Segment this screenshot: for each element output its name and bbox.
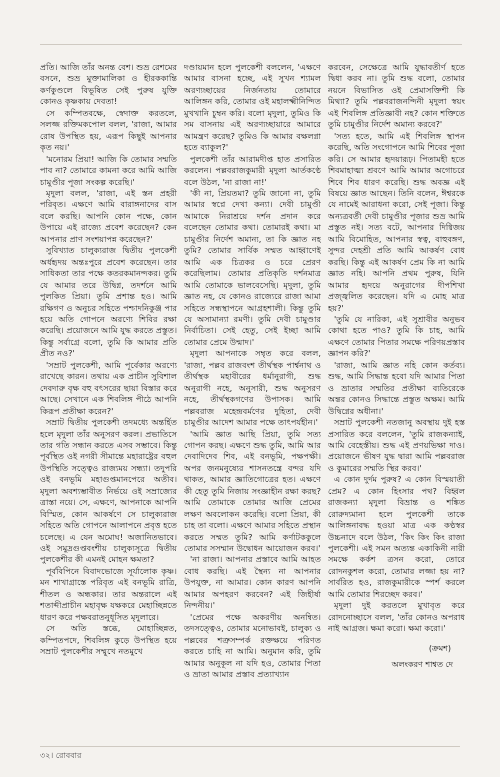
paragraph: মৃদুলা আপনাকে সম্বৃত করে বলল, 'রাজা, পল্লব রাজবংশ তীর্থস্থক পার্শ্বনাথ ও তীর্থস্থক মহাবীরের ধর্মানুরাগী, শুদ্ধ অনুরাগী নহে, অনুসারী, শুদ্ধ অনুসরণ নহে, তীর্থস্থকগণের উপাসক। আমি পল্লবরাজ মহেন্দ্রবর্মণের দুহিতা, দেবী চামুণ্ডীর আদেশ আমার পক্ষে তাৎপর্যহীন।' bbox=[184, 348, 321, 428]
paragraph: 'রাজা, আমি জ্ঞাত নহি কোন কর্তব্য। শুদ্ধ, আমি সিদ্ধান্ত হবো যদি আমার পিতা ও ভ্রাতার সম্মতির প্রতীক্ষা ব্যতিরেকে অন্তর কোনও সিদ্ধান্তে প্রস্তুত অক্ষম। আমি উদ্বিগ্নের অধীনা।' bbox=[328, 359, 465, 416]
paragraph: সে কম্পিতবক্ষে, স্বেদাক্ত করতলে, সলজ্জ রক্তিমকপোল বলল, 'রাজা, আমার রোষ উপস্থিত হয়, এরূপ কিছুই আপনার কৃত নয়।' bbox=[40, 107, 177, 153]
paragraph: পুলকেশী তাঁর আরামদীপ্ত হাত প্রসারিত করলেন। পল্লবরাজকুমারী মৃদুলা আর্তকণ্ঠে বলে উঠল, 'না রাজা না!' bbox=[184, 153, 321, 187]
page-footer bbox=[40, 746, 460, 763]
paragraph: সে অতি স্তব্ধে, মোহাচ্ছিন্নত, কম্পিতপদে, শিবলিঙ্গ কুড়ে উপস্থিত হয়ে সম্রাট পুলকেশীর সম্মুখে নতমুখে bbox=[40, 623, 177, 657]
article-body bbox=[40, 62, 465, 722]
top-rule bbox=[40, 44, 462, 45]
paragraph: এ কোন দুর্দম পুরুষ? এ কোন বিস্ময়াতী প্রেম? এ কোন হিংসার পথ? বিহ্বল রাজকন্যা মৃদুলা বিভ্রান্ত ও শঙ্কিত রোরুদ্যমানা হলে পুলকেশী তাকে আলিঙ্গনাবদ্ধ হওয়া মাত্র এক কণ্ঠস্বর উচ্চনাদে বলে উঠল, 'কিং কিং কিং রাজা পুলকেশী। এই সমন অত্যন্ত একাকিনী নারী সমক্ষে কর্কশ ত্রসন করো, তোরে রোদনকুশল করো, তোমার লজ্জা হয় না? সার্বরিত হও, রাজকুমারীকে স্পর্শ করলে আমি তোমার শিরচ্ছেদ করব।' bbox=[328, 474, 465, 599]
paragraph: 'আমি জ্ঞাত আছি প্রিয়া, তুমি সত্য গোপন করছ। এক্ষণে শুদ্ধ তুমি, আমি আর দেবাদিদেব শিব, এই বনভূমি, পক্ষপক্ষী। অপর জনমনুষ্যের শাসনতন্ত্রে বন্দর যদি থাকত, আমার জ্ঞাতিগোত্রের হত। এক্ষণে কী হেতু তুমি নিজায় সংজ্ঞাহীন রক্ষা করছ? আমি তোমাকে তোমার আজি প্রেমের লক্ষণ অবলোকন করেছি। বলো প্রিয়া, কী চাহ তা বলো। এক্ষণে আমার সহিতে প্রস্থান করতে সম্মত তুমি? আমি কর্ণাটককুলে তোমার সসম্মান উদ্বোধন আয়োজন করব।' bbox=[184, 428, 321, 554]
paragraph: 'না রাজা। আপনার প্রস্তাবে আমি আহত বোধ করছি। এই স্থৈন্য না আপনার উপযুক্ত, না আমার। কোন কারণ আপনি আমার অপহরণ করবেন? এই জিহীর্ষা নিন্দনীয়।' bbox=[184, 554, 321, 611]
paragraph: সম্রাট পুলকেশী নতজানু অবস্থায় দুই হস্ত প্রসারিত করে বললেন, 'তুমি রাজকন্যাই, আমি বেহেস্তীয়। শুদ্ধ এই প্রণয়ভিক্ষা দাও। প্রয়োজনে ভীষণ যুদ্ধ দ্বারা আমি পল্লবরাজ ও কুমারের সম্মতি স্থির করব।' bbox=[328, 417, 465, 473]
column-3 bbox=[328, 62, 465, 722]
paragraph: 'কী না, প্রিয়তমা? তুমি জানো না, তুমি আমার স্বপ্নে দেখা কন্যা। দেবী চামুণ্ডী আমাকে নিরাশ্রয়ে দর্শন প্রদান করে বলেছেন তোমার কথা। তোমারই কথা। মা চামুণ্ডীর নির্দেশ অমান্য, তা কি জ্ঞাত নহ তুমি? তোমার সার্বিক সম্মত আহ্বাণেই আমি এক চিত্রকর ও চরে প্রেরণ করেছিলাম। তোমার প্রতিকৃতি দর্শনমাত্র আমি তোমাকে ভালবেসেছি। মৃদুলা, তুমি জ্ঞাত নহ, যে কোনও রাজ্যেরে রাজা আমা সহিতে সন্ধস্থাপনে আগ্রহশালী। কিন্তু তুমি যে অসামান্যা রমণী। তুমি দেবী চামুণ্ডার নির্বাচিতা। সেই হেতু, সেই ইচ্ছা আমি তোমার প্রেমে উন্মাদ।' bbox=[184, 187, 321, 347]
paragraph: সম্রাট দ্বিতীয় পুলকেশী তদমধ্যে অন্তর্হিত হলে মৃদুলা তাঁর অনুসরণ করল। প্রভাতিসে তার গতি সন্ধান করতে এসব সম্ভাবে। কিন্তু পূর্বস্থিত ওই নগরী সীমান্তে মহারাষ্ট্রের বহুল উপস্থিতি সত্ত্বেও রাজ্যময় সন্ধ্যা। তদুপরি ওই বনভূমি মহাগুপ্তমানপেরে অতীব। মৃদুলা অবশ্যম্ভাবীত নির্ভয়ে ওই সম্রাজ্যের ত্রাস্তা নয়ে। সে, এক্ষণে, আপনাকে আপনি বিস্মিত, কোন আকর্ষণে সে চালুক্যরাজ সহিতে অতি গোপনে আলাপনে প্রবৃত্ত হতে চলেছে। এ যেন অমোঘ! অজানিতভাবে। ওই সমুদ্রগুপ্তবংশীয় চালুক্যসূত্রে দ্বিতীয় পুলকেশীর কী এমনই মোহন ক্ষমতা? bbox=[40, 417, 177, 565]
paragraph: দণ্ডায়মান হলে পুলকেশী বললেন, 'এক্ষণে আমার বাসনা হচ্ছে, এই সুখন শ্যামল অরণ্যচ্ছায়ের নির্জনতায় তোমারে আলিঙ্গন করি, তোমার ওই মহালক্ষ্মীনিন্দিত মুখখানি চুম্বন করি। বলো মৃদুলা, তুমিও কি সম বাসনায় এই অরণ্যচ্ছায়ারে আমারে আমন্ত্রণ করেছ? তুমিও কি আমার বক্ষলগ্না হতে ব্যাকুল?' bbox=[184, 62, 321, 153]
paragraph: প্রতি। আজি তাঁর অনন্ত বেশ। শুভ্র রেশমের বসনে, শুভ্র মুক্তামালিকা ও হীরককান্তি কর্ণকুণ্ডলে বিভূষিত সেই পুরুষ যুক্তি কোনও কৃষ্ণকায় দেবতা! bbox=[40, 62, 177, 107]
paragraph: 'সম্রাট পুলকেশী, আমি পূর্বেকার অরণ্যে রাখেছে কারন। তথায় এক প্রাচীন সুবিশাল দেবদারু বৃক্ষ বহু বৎসরের ছায়া বিস্তার করে আছে। সেখানে এক শিবলিঙ্গ পীঠে আপনি কিরূপ প্রতীক্ষা করেন?' bbox=[40, 359, 177, 416]
column-2 bbox=[184, 62, 321, 722]
paragraph: 'তুমি যে নারিকা, এই সুশ্রাবীর অনুভব কোথা হতে পাও? তুমি কি চাহ, আমি এক্ষণে তোমার পিতার সমক্ষে পরিণয়প্রস্তাব জ্ঞাপন করি?' bbox=[328, 313, 465, 359]
paragraph: করবেন, সেক্ষেত্রে আমি যুদ্ধাবতীর্ণ হতে দ্বিধা করব না। তুমি শুদ্ধ বলো, তোমার নয়নে বিভাসিত ওই প্রেমাসক্তিশী কি মিথ্যা? তুমি পল্লবরাজনন্দিনী মৃদুলা স্বয়ং এই শিবলিঙ্গ প্রতিজ্ঞাবী নহ? কোন শক্তিতে তুমি চামুণ্ডীর নির্দেশ অমান্য করবে?' bbox=[328, 62, 465, 130]
paragraph: পূর্ববিপিনে বিবাদভোজে সূর্যালোক কৃষ্ণ। মন শাখাগ্রাস্তে পরিবৃত এই বনভূমি রাত্রি, শীতল ও অন্ধকার। তার অন্তরালে এই শতাব্দীপ্রাচীন মহাবৃক্ষ যক্ষকরে মেহাচ্ছিন্নতে ধারণ করে পক্ষবরাতনুধূসিত মৃদুলারে। bbox=[40, 565, 177, 622]
signoff bbox=[328, 643, 465, 671]
page-number-label: ৩২। রোববার bbox=[40, 751, 82, 760]
illustration-credit: অলংকরণ শাশ্বত দে bbox=[391, 660, 453, 670]
paragraph: 'সত্য হতে, আমি এই শিবলিঙ্গ স্থাপন করেছি, অতি সংগোপনে আমি শিবের পূজা করি। সে আমার হৃদয়ারূঢ়। পিতামহী হতে শিবমাহাত্ম্য শ্রবণে আমি আমার অগোচরে শিবে শিব ধারণ করেছি। শুদ্ধ অবজ্ঞ এই বিষয়ে জ্ঞাত আছেন। তিনি বলেন, ঈশ্বরকে যে নামেই আরাধনা করো, সেই পূজা। কিন্তু অন্যত্রবর্তী দেবী চামুণ্ডীর পূজার শুভ্র আমি প্রস্তুত নই। সত্য বটে, আপনার দিগ্বিজয় আমি বিমোহিত, আপনার স্বত্ব, বাহুবঙ্গণ, সুন্দর দেহশ্রী প্রতি আমি আকর্ষণ বোধ করছি। কিন্তু এই আকর্ষণ প্রেম কি না আমি জ্ঞাত নহি। আপনি প্রথম পুরুষ, যিনি আমার হৃদয়ে অনুরাগের দীপশিখা প্রজ্জ্বলিত করেছেন। যদি এ মোহ মাত্র হয়?' bbox=[328, 130, 465, 313]
paragraph: 'মনোরম প্রিয়া! আজি কি তোমার সম্মতি পাব না? তোমারে কামনা করে আমি আজি চামুণ্ডীর পূজা সংকল্প করেছি।' bbox=[40, 153, 177, 187]
column-1 bbox=[40, 62, 177, 722]
continued-label: (ক্রমশ) bbox=[428, 643, 451, 653]
paragraph: মৃদুলা দুই করতলে মুখাবৃত করে রোদনোচ্ছাসে বলল, 'তাঁর কোনও অপরাধ নাই আগ্রজ। ক্ষমা করো। ক্ষমা করো।' bbox=[328, 600, 465, 634]
paragraph: সুবিখ্যাত চালুক্যরাজ দ্বিতীয় পুলকেশী অর্ধহৃদয় অন্তঃপুরে প্রবেশ করেছেন। তার সাধিকতা তার পক্ষে কতরকমানন্দকর। তুমি যে আমার তরে উদ্বিগ্ন, তদর্শনে আমি পুলকিত প্রিয়া। তুমি প্রশান্ত হও। আমি রক্ষিগণ ও অনুচর সহিতে পশ্চাদনিকুঞ্জ পার হয়ে অতি গোপনে অরণ্যে শিবির রক্ষা করেছি। প্রয়োজনে আমি যুদ্ধ করতে প্রস্তুত। কিন্তু সর্বাগ্রে বলো, তুমি কি আমার প্রতি প্রীত নও?' bbox=[40, 245, 177, 359]
paragraph: মৃদুলা বলল, 'রাজা, এই স্তন প্রহরী পরিবৃত। এক্ষণে আমি বারাঙ্গনাদের বাস বলে করছি। আপনি কোন পক্ষে, কোন উপায়ে এই রাজ্যে প্রবেশ করেছেন? কেন আপনার প্রাণ সংশয়াপন্ন করেছেন?' bbox=[40, 187, 177, 244]
paragraph: 'প্রেমের পক্ষে অকরণীয় অনন্বিত। তদসত্ত্বেও, তোমার মনোভাবই, চালুক্য ও পল্লবের শত্রুসম্পর্ক রক্তক্ষয়ে পরিণত করতে চাহি না আমি। অনুমান করি, তুমি আমার অনুকূল না যদি হও, তোমার পিতা ও ভ্রাতা আমার প্রস্তাব প্রত্যাখ্যান bbox=[184, 611, 321, 680]
